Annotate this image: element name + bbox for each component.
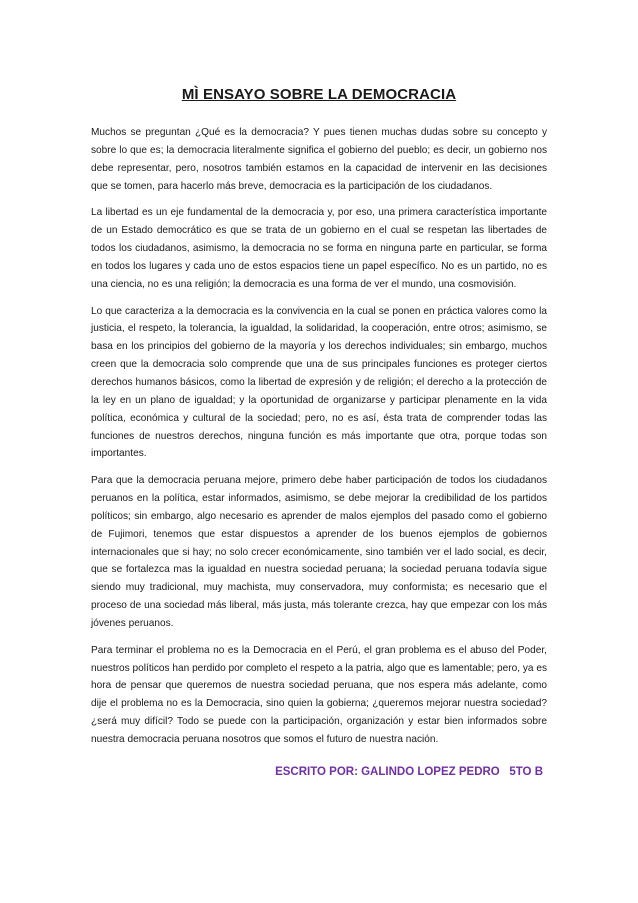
page-title: MÌ ENSAYO SOBRE LA DEMOCRACIA: [181, 86, 457, 103]
paragraph-5: Para terminar el problema no es la Democracia en el Perú, el gran problema es el abuso del Poder, nuestros políticos han perdido por completo el respeto a la patria, algo que es lamentable; pero, ya es hora de pensar que queremos de nuestra sociedad peruana, que nos espera más adelante, como dije el problema no es la Democracia, sino quien la gobierna; ¿queremos mejorar nuestra sociedad?¿será muy difícil? Todo se puede con la participación, organización y estar bien informados sobre nuestra democracia peruana nosotros que somos el futuro de nuestra nación.: [91, 644, 547, 745]
paragraph-2: La libertad es un eje fundamental de la democracia y, por eso, una primera característica importante de un Estado democrático es que se trata de un gobierno en el cual se respetan las libertades de todos los ciudadanos, asimismo, la democracia no se forma en ninguna parte en particular, se forma en todos los lugares y cada uno de estos espacios tiene un papel específico. No es un partido, no es una ciencia, no es una religión; la democracia es una forma de ver el mundo, una cosmovisión.: [91, 207, 547, 290]
essay-body: [91, 124, 547, 758]
paragraph-1: Muchos se preguntan ¿Qué es la democracia? Y pues tienen muchas dudas sobre su concepto y sobre lo que es; la democracia literalmente significa el gobierno del pueblo; es decir, un gobierno nos debe representar, pero, nosotros también estamos en la capacidad de intervenir en las decisiones que se tomen, para hacerlo más breve, democracia es la participación de los ciudadanos.: [91, 127, 547, 192]
paragraph-4: Para que la democracia peruana mejore, primero debe haber participación de todos los ciudadanos peruanos en la política, estar informados, asimismo, se debe mejorar la credibilidad de los partidos políticos; sin embargo, algo necesario es aprender de malos ejemplos del pasado como el gobierno de Fujimori, tenemos que estar dispuestos a aprender de los buenos ejemplos de gobiernos internacionales que si hay; no solo crecer económicamente, sino también ver el lado social, es decir, que se fortalezca mas la igualdad en nuestra sociedad peruana; la sociedad peruana todavía sigue siendo muy tradicional, muy machista, muy conservadora, muy conformista; es necesario que el proceso de una sociedad más liberal, más justa, más tolerante crezca, hay que empezar con los más jóvenes peruanos.: [91, 475, 547, 629]
author-signature: ESCRITO POR: GALINDO LOPEZ PEDRO 5TO B: [275, 766, 543, 778]
paragraph-3: Lo que caracteriza a la democracia es la convivencia en la cual se ponen en práctica valores como la justicia, el respeto, la tolerancia, la igualdad, la solidaridad, la cooperación, entre otros; asimismo, se basa en los principios del gobierno de la mayoría y los derechos individuales; sin embargo, muchos creen que la democracia solo comprende que una de sus principales funciones es proteger ciertos derechos humanos básicos, como la libertad de expresión y de religión; el derecho a la protección de la ley en un plano de igualdad; y la oportunidad de organizarse y participar plenamente en la vida política, económica y cultural de la sociedad; pero, no es así, ésta trata de comprender todas las funciones de nuestros derechos, ninguna función es más importante que otra, porque todas son importantes.: [91, 305, 547, 460]
